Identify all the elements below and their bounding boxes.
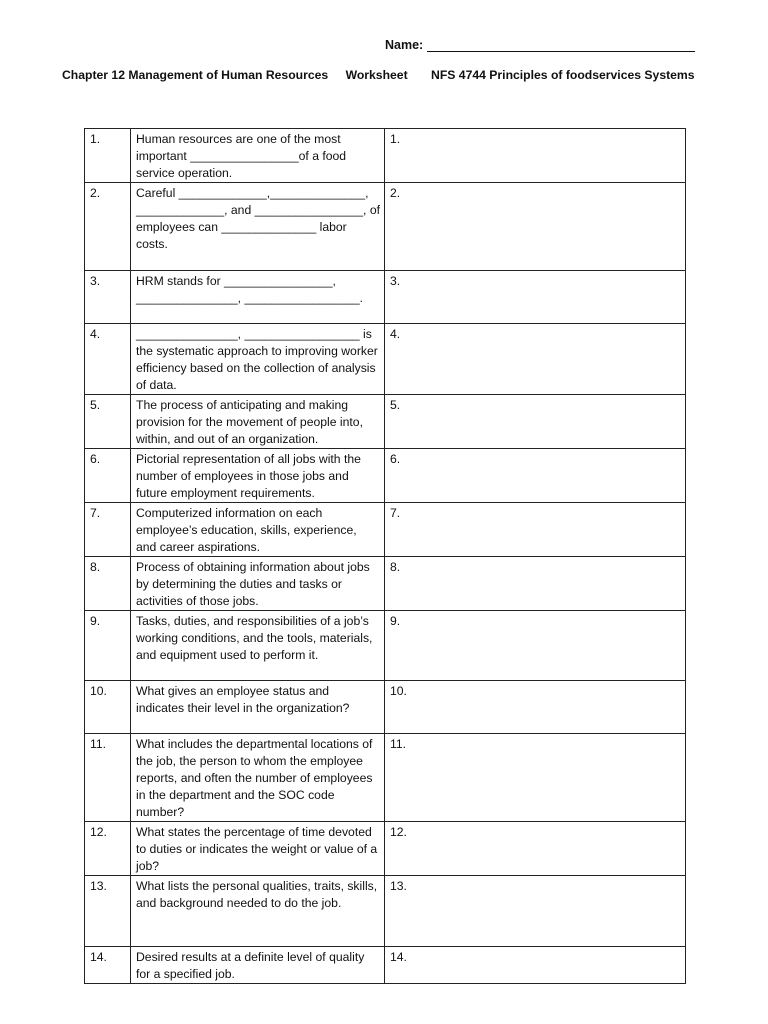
answer-cell[interactable]: 7. — [385, 503, 686, 557]
name-label: Name: — [385, 38, 424, 52]
worksheet-label: Worksheet — [345, 68, 408, 82]
question-number: 1. — [85, 129, 131, 183]
question-number: 10. — [85, 681, 131, 734]
answer-cell[interactable]: 10. — [385, 681, 686, 734]
name-blank-line[interactable] — [427, 37, 695, 52]
question-number: 2. — [85, 183, 131, 271]
course-title: NFS 4744 Principles of foodservices Systems — [431, 68, 695, 82]
worksheet-title — [62, 68, 695, 82]
question-number: 8. — [85, 557, 131, 611]
question-row — [85, 395, 686, 449]
question-row — [85, 271, 686, 324]
name-field — [385, 34, 695, 52]
question-number: 11. — [85, 734, 131, 822]
question-number: 3. — [85, 271, 131, 324]
question-text: What gives an employee status and indicates their level in the organization? — [131, 681, 385, 734]
question-row — [85, 449, 686, 503]
question-number: 9. — [85, 611, 131, 681]
question-row — [85, 183, 686, 271]
question-number: 5. — [85, 395, 131, 449]
answer-cell[interactable]: 5. — [385, 395, 686, 449]
question-text: What includes the departmental locations of the job, the person to whom the employee reports, and often the number of employees in the department and the SOC code number? — [131, 734, 385, 822]
question-text: HRM stands for ________________, _______________, _________________. — [131, 271, 385, 324]
answer-cell[interactable]: 3. — [385, 271, 686, 324]
answer-cell[interactable]: 4. — [385, 324, 686, 395]
question-text: Careful _____________,______________, _____________, and ________________, of employees can ______________ labor costs. — [131, 183, 385, 271]
question-row — [85, 734, 686, 822]
question-text: Tasks, duties, and responsibilities of a job’s working conditions, and the tools, materials, and equipment used to perform it. — [131, 611, 385, 681]
question-text: Human resources are one of the most important ________________of a food service operation. — [131, 129, 385, 183]
question-row — [85, 324, 686, 395]
question-text: Process of obtaining information about jobs by determining the duties and tasks or activities of those jobs. — [131, 557, 385, 611]
question-row — [85, 822, 686, 876]
worksheet-table — [84, 128, 686, 984]
answer-cell[interactable]: 11. — [385, 734, 686, 822]
answer-cell[interactable]: 14. — [385, 947, 686, 984]
question-text: Computerized information on each employee’s education, skills, experience, and career aspirations. — [131, 503, 385, 557]
chapter-title: Chapter 12 Management of Human Resources — [62, 68, 329, 82]
answer-cell[interactable]: 13. — [385, 876, 686, 947]
question-row — [85, 681, 686, 734]
question-text: _______________, _________________ is the systematic approach to improving worker efficiency based on the collection of analysis of data. — [131, 324, 385, 395]
question-row — [85, 557, 686, 611]
answer-cell[interactable]: 6. — [385, 449, 686, 503]
question-row — [85, 129, 686, 183]
question-row — [85, 876, 686, 947]
question-row — [85, 611, 686, 681]
answer-cell[interactable]: 8. — [385, 557, 686, 611]
question-row — [85, 947, 686, 984]
question-text: Desired results at a definite level of quality for a specified job. — [131, 947, 385, 984]
question-text: Pictorial representation of all jobs with the number of employees in those jobs and future employment requirements. — [131, 449, 385, 503]
question-number: 6. — [85, 449, 131, 503]
answer-cell[interactable]: 9. — [385, 611, 686, 681]
question-text: The process of anticipating and making provision for the movement of people into, within, and out of an organization. — [131, 395, 385, 449]
question-number: 12. — [85, 822, 131, 876]
answer-cell[interactable]: 12. — [385, 822, 686, 876]
question-row — [85, 503, 686, 557]
question-number: 4. — [85, 324, 131, 395]
question-text: What states the percentage of time devoted to duties or indicates the weight or value of a job? — [131, 822, 385, 876]
question-number: 7. — [85, 503, 131, 557]
answer-cell[interactable]: 2. — [385, 183, 686, 271]
question-number: 13. — [85, 876, 131, 947]
question-number: 14. — [85, 947, 131, 984]
question-text: What lists the personal qualities, traits, skills, and background needed to do the job. — [131, 876, 385, 947]
answer-cell[interactable]: 1. — [385, 129, 686, 183]
